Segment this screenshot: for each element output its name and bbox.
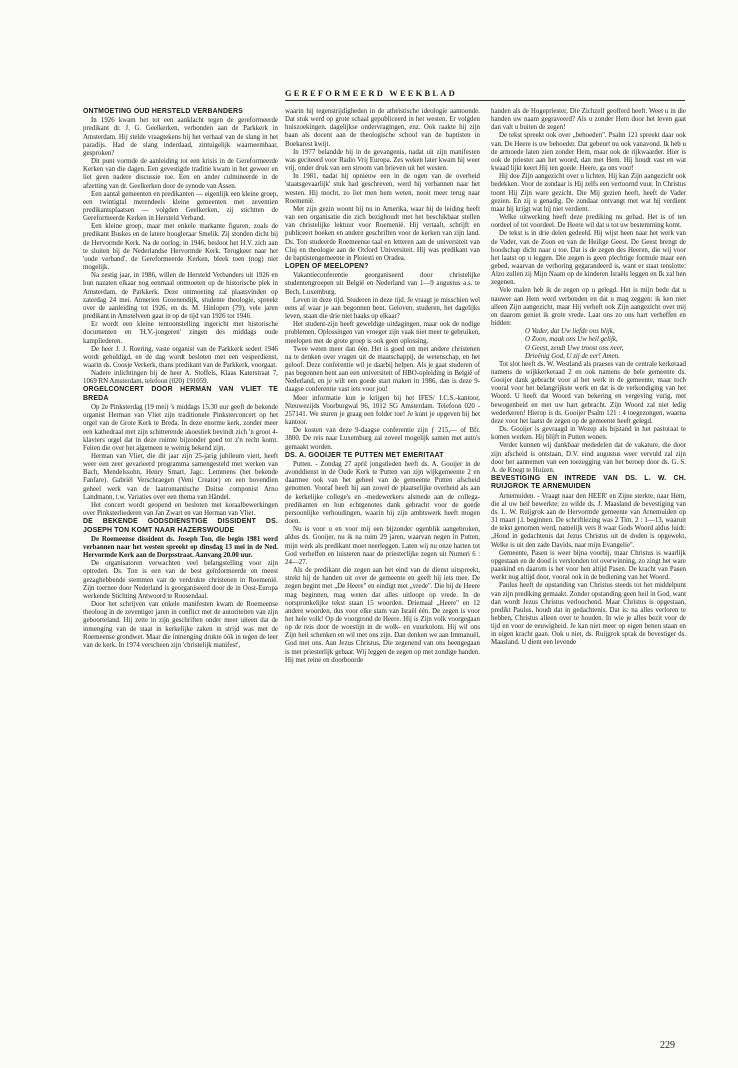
paragraph: In 1926 kwam het tot een aanklacht tegen de gereformeerde predikant dr. J. G. Geelkerken, verbonden aan de Parkkerk in Amsterdam. Hij stelde vraagtekens bij het verhaal van de slang in het paradijs. Had de slang inderdaad, zintuigelijk waarneembaar, gesproken? — [83, 117, 278, 157]
paragraph: Herman van Vliet, die dit jaar zijn 25-jarig jubileum viert, heeft weer een zeer gevarieerd programma samengesteld met werken van Bach, Mendelssohn, Henry Smart, Jagc. Lemmens (het bekende Fanfare). Gabriël Verschraegen (Veni Creator) en een bovendien geheel werk van de laatromantische Duitse componist Arno Landmann, t.w. Variaties over een thema van Händel. — [83, 452, 278, 501]
paragraph: Verder kunnen wij dankbaar mededelen dat de vakature, die door zijn afscheid is ontstaan, D.V. eind augustus weer vervuld zal zijn door het aannemen van een toezegging van het beroep door ds. G. S. A. de Knegt te Huizen. — [491, 442, 686, 474]
article-gooijer-continued — [491, 108, 686, 475]
paragraph: Leven in deze tijd. Studeren in deze tijd. Je vraagt je misschien wel eens af waar je aan begonnen bent. Geloven, studeren, het dagelijks leven, staan die drie niet haaks op elkaar? — [285, 296, 480, 321]
paragraph: Vakantieconferentie georganiseerd door christelijke studentengroepen uit België en Nederland van 1—9 augustus a.s. te Bech, Luxemburg. — [285, 272, 480, 296]
paragraph: De organisatoren verwachten veel belangstelling voor zijn optreden. Ds. Ton is een van de best geïnformeerde en meest gezaghebbende stemmen van de verdrukte christenen in Roemenië. Zijn toernee door Nederland is georganiseerd door de in Oost-Europa werkende Stichting Antwoord te Roosendaal. — [83, 560, 278, 600]
paragraph: waarin hij tegenstrijdigheden in de atheïstische ideologie aantoonde. Dat stuk werd op grote schaal gepubliceerd in het westen. Er volgden huiszoekingen, dagelijkse ondervragingen, enz. Ook raakte hij zijn baan als docent aan de theologische school van de baptisten in Boekarest kwijt. — [285, 108, 480, 148]
article-ruijgrok-arnemuiden — [491, 475, 686, 648]
article-joseph-ton — [83, 518, 278, 650]
article-heading: ORGELCONCERT DOOR HERMAN VAN VLIET TE BREDA — [83, 386, 278, 402]
paragraph: Vele malen heb ik de zegen op u gelegd. Het is mijn bede dat u nauwer aan Hem werd verbonden en dat u mag zeggen: ik ken niet alleen Zijn aangezicht, maar Hij verheft ook Zijn aangezicht over mij en daarom geniet ik grote vrede. Laat ons zo ons hart verheffen en bidden: — [491, 287, 686, 328]
paragraph: Als de predikant die zegen aan het eind van de dienst uitspreekt, strekt hij de handen uit over de gemeente en geeft hij iets mee. De zegen begint met „De Heere" en eindigt met „vrede". Die bij de Heere mag beginnen, mag weten dat alles uitloopt op vrede. In de oorspronkelijke tekst staan 15 woorden. Driemaal „Heere" en 12 andere woorden, dus voor elke stam van Israël één. De zegen is voor het hele volk! Op de voorgrond de Heere. Hij is Zijn volk voorgegaan op de reis door de woestijn in de wolk- en vuurkolom. Hij wil ons Zijn heil schenken en wil met ons zijn. Dan denken we aan Immanuël, God met ons. Aan Jezus Christus, Die zegenend van ons heengegaan is met priesterlijk gebaar. Wij leggen de zegen op met zondige handen. Hij met reine en doorboorde — [285, 567, 480, 664]
paragraph: Ds. Gooijer is gevraagd in Wezep als bijstand in het pastoraat te komen werken. Hij blijft in Putten wonen. — [491, 426, 686, 442]
paragraph: handen als de Hogepriester, Die Zichzelf geofferd heeft. Weet u in die handen uw naam gegraveerd? Als u zonder Hem door het leven gaat dan valt u buiten de zegen! — [491, 108, 686, 132]
lead-paragraph: De Roemeense dissident ds. Joseph Ton, die begin 1981 werd verbannen naar het westen spreekt op dinsdag 13 mei in de Ned. Hervormde Kerk aan de Dorpsstraat. Aanvang 20.00 uur. — [83, 535, 278, 560]
poem-line: Drieënig God, U zij de eer! Amen. — [525, 352, 620, 360]
paragraph: Twee weten meer dan één. Het is goed om met andere christenen na te denken over vragen uit de maatschappij, de wetenschap, en het geloof. Deze conferentie wil je daarbij helpen. Als je gaat studeren of pas begonnen bent aan een universiteit of HBO-opleiding in België of Nederland, en je wilt een goede start maken in 1986, dan is deze 9-daagse conferentie vast iets voor jou! — [285, 345, 480, 394]
paragraph: Tot slot heeft ds. W. Westland als praeses van de centrale kerkeraad namens de wijkkerkeraad 2 en ook namens de hele gemeente ds. Gooijer dank gebracht voor al het werk in de gemeente, maar toch vooral voor het belangrijkste werk en dat is de verkondiging van het Woord. U heeft dat Woord van bekering en vergeving vurig, met bewogenheid en met uw hart gebracht. Zijn Woord zal niet ledig wederkeren! Hierop is ds. Gooijer Psalm 121 : 4 toegezongen, waarna deze voor het laatst de zegen op de gemeente heeft gelegd. — [491, 360, 686, 425]
paragraph: Meer informatie kun je krijgen bij het IFES/ I.C.S.-kantoor, Nieuwezijds Voorburgwal 96, 1012 SG Amsterdam. Telefoon 020 - 257141. We sturen je graag een folder toe! Je kunt je opgeven bij het kantoor. — [285, 394, 480, 427]
paragraph: Paulus heeft de opstanding van Christus steeds tot het middelpunt van zijn prediking gemaakt. Zonder opstanding geen heil in God, want dan wordt Jezus Christus verloochend. Maar Christus is opgestaan, predikt Paulus, houdt dat in gedachtenis. Dat is: na alles verloren te hebben, Christus alleen over te houden. In wie je alles bezit voor de tijd en voor de eeuwigheid. Je kan niet meer op eigen benen staan en in eigen kracht gaan. Ook u niet, ds. Ruijgrok sprak de bevestiger ds. Maasland. U dient een levende — [491, 582, 686, 647]
poem-line: O Geest, zendt Uwe troost ons neer, — [525, 344, 624, 352]
paragraph: Er wordt een kleine tentoonstelling ingericht met historische documenten en 'H.V.-jongeren' zingen des middags oude kampliederen. — [83, 321, 278, 345]
paragraph: In 1977 belandde hij in de gevangenis, nadat uit zijn manifesten was geciteerd voor Radio Vrij Europa. Zes weken later kwam hij weer vrij, onder druk van een stroom van brieven uit het westen. — [285, 148, 480, 173]
column-3 — [491, 108, 686, 1036]
paragraph: De tekst is in drie delen gedeeld. Hij wijst heen naar het werk van de Vader, van de Zoon en van de Heilige Geest. De Geest brengt de boodschap dicht naar u toe. Dat is de zegen des Heeren, die wij voor het laatst op u leggen. Die zegen is geen plechtige formule maar een gebed, waarvan de verhoring gegarandeerd is, want er staat tenslotte: Alzo zullen zij Mijn Naam op de kinderen Israëls leggen en Ik zal hen zegenen. — [491, 230, 686, 287]
column-2 — [285, 108, 480, 1036]
article-joseph-ton-continued — [285, 108, 480, 263]
article-orgelconcert — [83, 386, 278, 518]
paragraph: Hij doe Zijn aangezicht over u lichten. Hij kan Zijn aangezicht ook bedekken. Voor de zondaar is Hij zelfs een vertoornd vuur. In Christus toont Hij Zijn ware gezicht. Die Mij gezien heeft, heeft de Vader gezien. En zij u genadig. De zondaar ontvangt met wat hij verdient maar hij krijgt wat hij niet verdient. — [491, 173, 686, 213]
article-heading: BEVESTIGING EN INTREDE VAN DS. L. W. CH. RUIJGROK TE ARNEMUIDEN — [491, 475, 686, 491]
article-gooijer-emeritaat — [285, 452, 480, 665]
paragraph: Welke uitwerking heeft deze prediking nu gehad. Het is of ten oordeel of tot voordeel. De Heere wil dat u tot uw bestemming komt. — [491, 214, 686, 230]
paragraph: De kosten van deze 9-daagse conferentie zijn ƒ 215,— of Bfr. 3800. De reis naar Luxemburg zal zoveel mogelijk samen met auto's gemaakt worden. — [285, 427, 480, 451]
article-hersteld-verbanders — [83, 108, 278, 386]
paragraph: Putten. - Zondag 27 april jongstleden heeft ds. A. Gooijer in de avonddienst in de Oude Kerk te Putten van zijn wijkgemeente 2 en daarmee ook van het geheel van de gemeente Putten afscheid genomen. Vooraf heeft hij aan zowel de plaatselijke overheid als aan de kerkelijke college's en -medewerkers alsmede aan de collega-predikanten en hun echtgenotes dank gebracht voor de goede persoonlijke verhoudingen, waarin hij zijn ambtswerk heeft mogen doen. — [285, 461, 480, 526]
paragraph: Op 2e Pinksterdag (19 mei) 's middags 15.30 uur geeft de bekende organist Herman van Vliet zijn traditionele Pinksterconcert op het orgel van de Grote Kerk te Breda. In deze enorme kerk, zonder meer een kathedraal met zijn schitterende akoestiek bevindt zich 'n groot 4-klaviers orgel dat in deze ruimte bijzonder goed tot z'n recht komt. Feiten die over het algemeen te weinig bekend zijn. — [83, 404, 278, 452]
paragraph: In 1981, nadat hij opnieuw een in de ogen van de overheid 'staatsgevaarlijk' stuk had geschreven, werd hij verbannen naar het westen. Hij mocht, zo liet men hem weten, nooit meer terug naar Roemenië. — [285, 173, 480, 205]
article-heading: ONTMOETING OUD HERSTELD VERBANDERS — [83, 108, 243, 115]
paragraph: Het concert wordt geopend en besloten met koraalbewerkingen over Pinksterliederen van Jan Zwart en van Herman van Vliet. — [83, 501, 278, 518]
poem — [491, 328, 686, 361]
page-number: 229 — [660, 1040, 675, 1051]
paragraph: De heer J. J. Roering, vaste organist van de Parkkerk sedert 1946 wordt gehuldigd, en de dag wordt besloten met een vesperdienst, waarin ds. Coosje Verkerk, thans predikant van de Parkkerk, voorgaat. — [83, 345, 278, 369]
article-heading: DE BEKENDE GODSDIENSTIGE DISSIDENT DS. JOSEPH TON KOMT NAAR HAZERSWOUDE — [83, 518, 278, 534]
paragraph: Arnemuiden. - Vraagt naar den HEER' en Zijne sterkte, naar Hem, die al uw heil bewerkte; zo wilde ds. J. Maasland de bevestiging van ds. L. W. Ruijgrok aan de Hervormde gemeente van Arnemuiden op 31 maart j.l. beginnen. De schriftlezing was 2 Tim. 2 : 1—13, waaruit de tekst genomen werd, namelijk vers 8 waar Gods Woord aldus luidt: „Houd in gedachtenis dat Jezus Christus uit de doden is opgewekt, Welke is uit den zade Davids, naar mijn Evangelie". — [491, 492, 686, 549]
paragraph: Met zijn gezin woont hij nu in Amerika, waar hij de leiding heeft van een organisatie die zich bezighoudt met het beschikbaar stellen van christelijke lektuur voor Roemenië. Hij vertaalt, schrijft en publiceert boeken en andere geschriften voor de kerken van zijn land. Ds. Ton studeerde Roemeense taal en letteren aan de universiteit van Cluj en theologie aan de Oxford Universiteit. Hij was predikant van de baptistengemeente in Ploiesti en Oradea. — [285, 205, 480, 262]
paragraph: Een kleine groep, maar met enkele markante figuren, zoals de predikant Buskes en de latere hoogleraar Smelik. Zij stonden dicht bij de Hervormde Kerk. Na de oorlog, in 1946, besloot het H.V. zich aan te sluiten bij de Nederlandse Hervormde Kerk. Terugkeer naar het 'oude verband', de Gereformeerde Kerken, bleek toen (nog) niet mogelijk. — [83, 223, 278, 272]
article-heading: DS. A. GOOIJER TE PUTTEN MET EMERITAAT — [285, 451, 444, 459]
paragraph: Nadere inlichtingen bij de heer A. Stoffels, Klaas Katerstraat 7, 1069 RN Amsterdam, telefoon (020) 191059. — [83, 370, 278, 386]
paragraph: Het student-zijn heeft geweldige uitdagingen, maar ook de nodige problemen. Oplossingen van vroeger zijn vaak niet meer te gebruiken, meelopen met de grote groep is ook geen oplossing. — [285, 321, 480, 345]
poem-line: O Vader, dat Uw liefde ons blijk, — [525, 328, 615, 336]
running-header — [285, 86, 685, 101]
magazine-title: GEREFORMEERD WEEKBLAD — [285, 88, 457, 98]
paragraph: Dit punt vormde de aanleiding tot een krisis in de Gereformeerde Kerken van die dagen. Een gevestigde traditie kwam in het geweer en liet geen nadere discussie toe. Een en ander culmineerde in de afzetting van dr. Geelkerken door de synode van Assen. — [83, 158, 278, 190]
article-lopen-of-meelopen — [285, 263, 480, 452]
paragraph: Een aantal gemeenten en predikanten — eigenlijk een kleine groep, een twintigtal merendeels kleine gemeenten met zeventien predikantsplaatsen — volgden Geelkerken, zij stichtten de Gereformeerde Kerken in Hersteld Verband. — [83, 190, 278, 223]
paragraph: De tekst spreekt ook over „behoeden". Psalm 121 spreekt daar ook van. De Heere is uw behoeder. Dat gebeurt nu ook vanavond. Ik heb u de armoede laten zien zonder Hem, maar ook de rijkwaarder. Hier is ook de priester aan het woord, dan met Hem. Hij houdt vast en wat kwaad lijkt keert Hij ten goede. Heere, ga ons voor! — [491, 132, 686, 173]
poem-line: O Zoon, maak ons Uw heil gelijk, — [525, 336, 618, 344]
article-heading: LOPEN OF MEELOPEN? — [285, 262, 369, 270]
paragraph: Na zestig jaar, in 1986, willen de Hersteld Verbanders uit 1926 en hun nazaten elkaar nog eenmaal ontmoeten op de historische plek in Amsterdam, de Parkkerk. Deze ontmoeting zal plaatsvinden op zaterdag 24 mei. Annerien Groenendijk, studente theologie, spreekt over de aanleiding tot 1926, en ds. M. Hinlopen (79), vele jaren predikant in Amstelveen gaat in op de tijd van 1926 tot 1946. — [83, 272, 278, 321]
column-1 — [83, 108, 278, 1036]
paragraph: Gemeente, Pasen is weer bijna voorbij, maar Christus is waarlijk opgestaan en de dood is verslonden tot overwinning, zo zingt het ware paaskind en daarom is het voor hen altijd Pasen. De kracht van Pasen werkt nog altijd door, vooral ook in de bediening van het Woord. — [491, 549, 686, 582]
paragraph: Nu is voor u en voor mij een bijzonder ogenblik aangebroken, aldus ds. Gooijer, nu ik na ruim 29 jaren, waarvan negen in Putten, mijn werk als predikant moet neerleggen. Laten wij nu onze harten tot God verheffen en luisteren naar de priesterlijke zegen uit Numeri 6 : 24—27. — [285, 526, 480, 566]
paragraph: Door het schrijven van enkele manifesten kwam de Roemeense theoloog in de zeventiger jaren in conflict met de autoriteiten van zijn geboorteland. Hij zette in zijn geschriften onder meer uiteen dat de inmenging van de staat in kerkelijke zaken in strijd was met de Roemeense grondwet. Maar die inmenging drukte óók in tegen de leer van de kerk. In 1974 verscheen zijn 'christelijk manifest', — [83, 601, 278, 649]
